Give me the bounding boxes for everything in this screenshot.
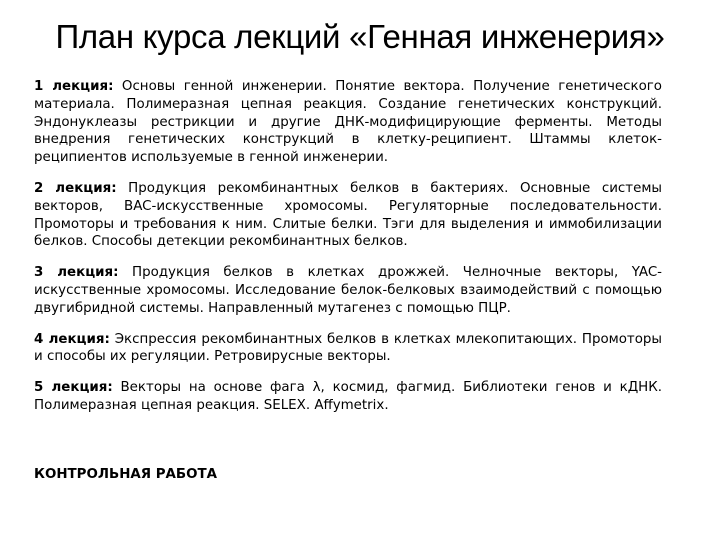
final-item: КОНТРОЛЬНАЯ РАБОТА <box>34 467 218 482</box>
lecture-label: 1 лекция: <box>34 79 114 94</box>
lecture-item <box>34 331 662 367</box>
lecture-list <box>34 78 662 428</box>
lecture-item <box>34 379 662 415</box>
lecture-text: Продукция рекомбинантных белков в бактериях. Основные системы векторов, BAC-искусственные хромосомы. Регуляторные последовательности. Промоторы и требования к ним. Слитые белки. Тэги для выделения и иммобилизации белков. Способы детекции рекомбинантных белков. <box>34 180 662 250</box>
page-title: План курса лекций «Генная инженерия» <box>55 18 665 55</box>
lecture-item <box>34 264 662 317</box>
lecture-item <box>34 180 662 251</box>
lecture-label: 5 лекция: <box>34 380 113 396</box>
lecture-text: Векторы на основе фага λ, космид, фагмид. Библиотеки генов и кДНК. Полимеразная цепная реакция. SELEX. Affymetrix. <box>34 380 662 413</box>
lecture-text: Экспрессия рекомбинантных белков в клетках млекопитающих. Промоторы и способы их регуляции. Ретровирусные векторы. <box>34 331 662 365</box>
lecture-label: 2 лекция: <box>34 180 117 196</box>
lecture-label: 4 лекция: <box>34 331 110 347</box>
lecture-item <box>34 78 662 167</box>
lecture-text: Основы генной инженерии. Понятие вектора. Получение генетического материала. Полимеразная цепная реакция. Создание генетических конструкций. Эндонуклеазы рестрикции и другие ДНК-модифицирующие ферменты. Методы внедрения генетических конструкций в клетку-реципиент. Штаммы клеток-реципиентов используемые в генной инженерии. <box>34 79 662 166</box>
lecture-text: Продукция белков в клетках дрожжей. Челночные векторы, YAC-искусственные хромосомы. Исследование белок-белковых взаимодействий с помощью двугибридной системы. Направленный мутагенез с помощью ПЦР. <box>34 265 662 316</box>
lecture-label: 3 лекция: <box>34 265 119 281</box>
